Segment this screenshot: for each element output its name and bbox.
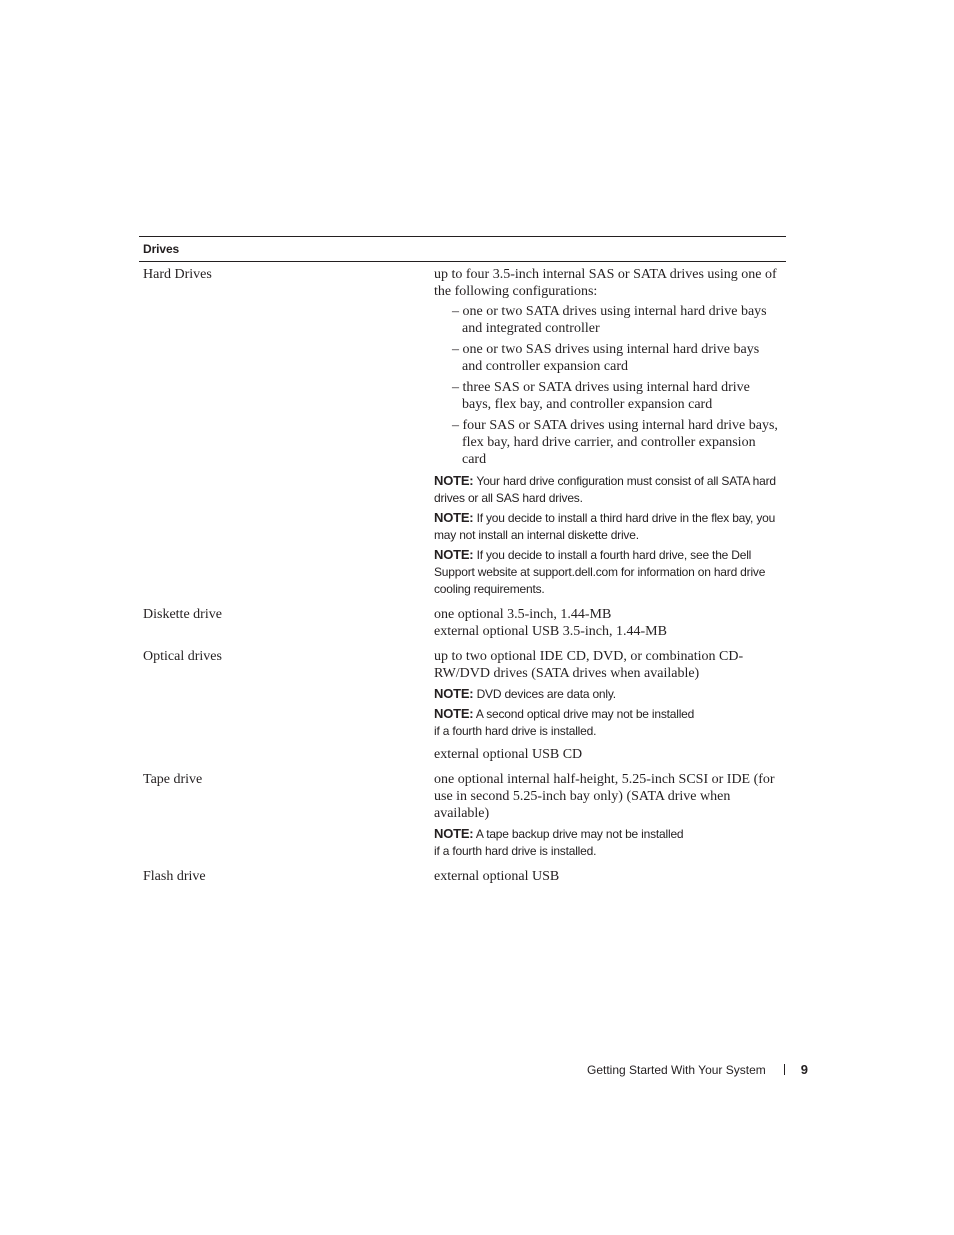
diskette-line: one optional 3.5-inch, 1.44-MB [434, 607, 612, 622]
support-link[interactable]: support.dell.com [532, 565, 618, 579]
list-item: – one or two SATA drives using internal hard drive bays and integrated controller [452, 304, 767, 336]
note-label: NOTE: [434, 686, 474, 701]
row-content [434, 771, 782, 862]
list-item: – four SAS or SATA drives using internal hard drive bays, flex bay, hard drive carrier, and controller expansion card [452, 418, 778, 467]
row-optical-drives [139, 640, 786, 766]
tape-intro: one optional internal half-height, 5.25-inch SCSI or IDE (for use in second 5.25-inch bay only) (SATA drive when available) [434, 772, 775, 821]
note-label: NOTE: [434, 473, 474, 488]
note-label: NOTE: [434, 547, 474, 562]
note [434, 705, 782, 740]
note-text: for information on hard drive cooling requirements. [434, 565, 766, 596]
row-label: Optical drives [143, 649, 222, 664]
note-text: A second optical drive may not be installed [473, 707, 695, 721]
list-item: – one or two SAS drives using internal hard drive bays and controller expansion card [452, 342, 760, 374]
note [434, 685, 782, 703]
note [434, 472, 782, 507]
note-label: NOTE: [434, 826, 474, 841]
hard-drives-intro: up to four 3.5-inch internal SAS or SATA drives using one of the following configurations: [434, 267, 777, 299]
row-hard-drives [139, 262, 786, 600]
note-text: if a fourth hard drive is installed. [434, 724, 597, 738]
page-number: 9 [800, 1062, 808, 1077]
note-label: NOTE: [434, 510, 474, 525]
note-text: If you decide to install a fourth hard drive, see the Dell Support website at [434, 548, 752, 579]
footer-title: Getting Started With Your System [587, 1062, 766, 1077]
row-content [434, 606, 782, 640]
row-diskette-drive [139, 600, 786, 640]
row-content [434, 266, 782, 600]
row-label: Hard Drives [143, 267, 212, 282]
note [434, 825, 782, 860]
note-text: DVD devices are data only. [473, 687, 616, 701]
drives-spec-table [139, 236, 786, 885]
page-footer [560, 1062, 808, 1077]
diskette-line: external optional USB 3.5-inch, 1.44-MB [434, 624, 667, 639]
note-text: if a fourth hard drive is installed. [434, 844, 597, 858]
optical-intro: up to two optional IDE CD, DVD, or combination CD-RW/DVD drives (SATA drives when available) [434, 649, 744, 681]
row-tape-drive [139, 766, 786, 862]
row-content: external optional USB [434, 869, 560, 884]
footer-divider [784, 1064, 785, 1075]
row-flash-drive [139, 862, 786, 885]
row-label: Flash drive [143, 869, 206, 884]
note-text: If you decide to install a third hard drive in the flex bay, you may not install an internal diskette drive. [434, 511, 776, 542]
note-text: Your hard drive configuration must consist of all SATA hard drives or all SAS hard drives. [434, 474, 776, 505]
note [434, 509, 782, 544]
note-text: A tape backup drive may not be installed [473, 827, 684, 841]
note-label: NOTE: [434, 706, 474, 721]
note [434, 546, 782, 598]
row-content [434, 648, 782, 766]
table-header: Drives [139, 237, 786, 262]
row-label: Tape drive [143, 772, 203, 787]
row-label: Diskette drive [143, 607, 222, 622]
optical-extra: external optional USB CD [434, 747, 583, 762]
list-item: – three SAS or SATA drives using internal hard drive bays, flex bay, and controller expansion card [452, 380, 750, 412]
